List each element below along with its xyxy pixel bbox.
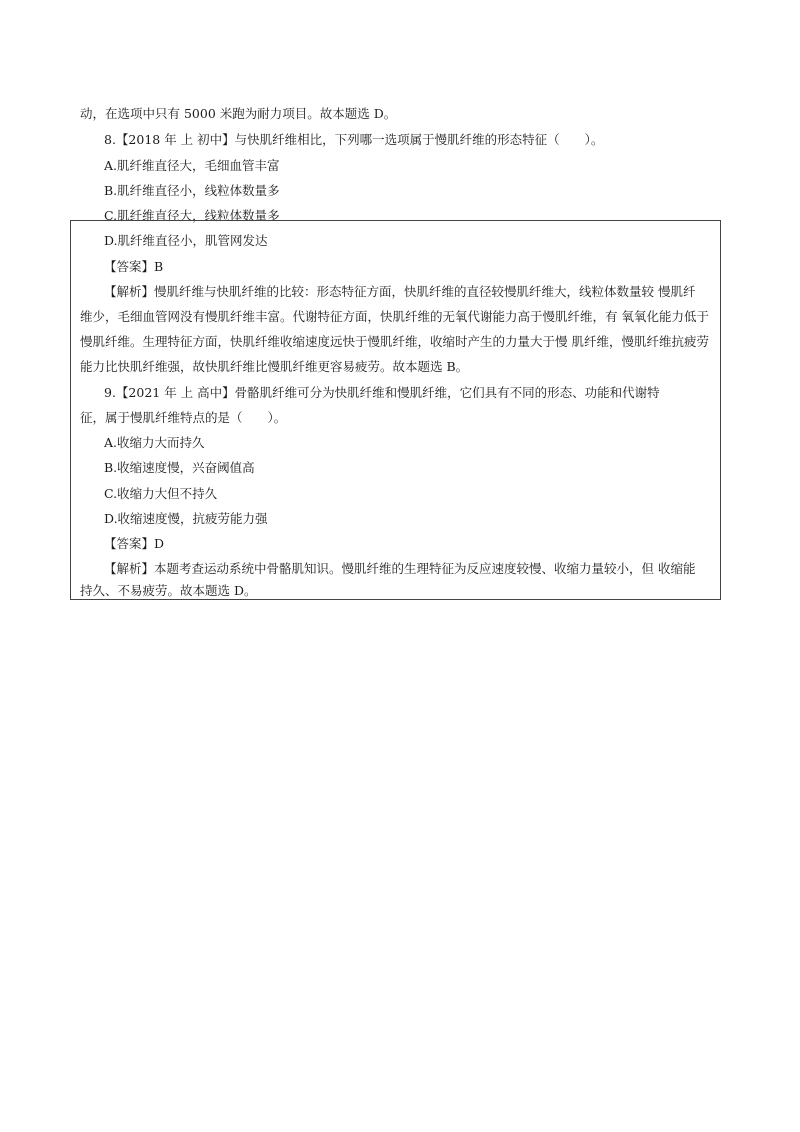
q9-option-b: B.收缩速度慢，兴奋阈值高 xyxy=(104,460,255,475)
q9-option-a: A.收缩力大而持久 xyxy=(104,435,205,450)
q9-option-d: D.收缩速度慢，抗疲劳能力强 xyxy=(104,511,268,526)
q8-analysis-line: 维少，毛细血管网没有慢肌纤维丰富。代谢特征方面，快肌纤维的无氧代谢能力高于慢肌纤维，有 氧氧化能力低于 xyxy=(80,309,709,324)
q9-answer: 【答案】D xyxy=(104,536,165,551)
q9-stem-line: 征，属于慢肌纤维特点的是（ ）。 xyxy=(80,410,287,425)
q8-option-d: D.肌纤维直径小，肌管网发达 xyxy=(104,233,268,248)
q8-analysis-line: 慢肌纤维。生理特征方面，快肌纤维收缩速度远快于慢肌纤维，收缩时产生的力量大于慢 肌纤维，慢肌纤维抗疲劳 xyxy=(80,334,709,349)
q9-analysis-line: 【解析】本题考查运动系统中骨骼肌知识。慢肌纤维的生理特征为反应速度较慢、收缩力量较小，但 收缩能 xyxy=(104,561,696,576)
q8-answer: 【答案】B xyxy=(104,259,164,274)
q8-option-c: C.肌纤维直径大，线粒体数量多 xyxy=(104,208,280,223)
q9-option-c: C.收缩力大但不持久 xyxy=(104,486,218,501)
q8-option-a: A.肌纤维直径大，毛细血管丰富 xyxy=(104,158,280,173)
q8-analysis-line: 能力比快肌纤维强，故快肌纤维比慢肌纤维更容易疲劳。故本题选 B。 xyxy=(80,359,469,374)
q7-explanation-tail: 动，在选项中只有 5000 米跑为耐力项目。故本题选 D。 xyxy=(80,106,397,121)
q8-analysis-line: 【解析】慢肌纤维与快肌纤维的比较：形态特征方面，快肌纤维的直径较慢肌纤维大，线粒体数量较 慢肌纤 xyxy=(104,284,696,299)
q8-stem: 8.【2018 年 上 初中】与快肌纤维相比，下列哪一选项属于慢肌纤维的形态特征（ ）。 xyxy=(104,132,604,147)
q8-option-b: B.肌纤维直径小，线粒体数量多 xyxy=(104,183,280,198)
q9-analysis-line: 持久、不易疲劳。故本题选 D。 xyxy=(80,583,257,598)
q9-stem-line: 9.【2021 年 上 高中】骨骼肌纤维可分为快肌纤维和慢肌纤维，它们具有不同的形态、功能和代谢特 xyxy=(104,385,660,400)
